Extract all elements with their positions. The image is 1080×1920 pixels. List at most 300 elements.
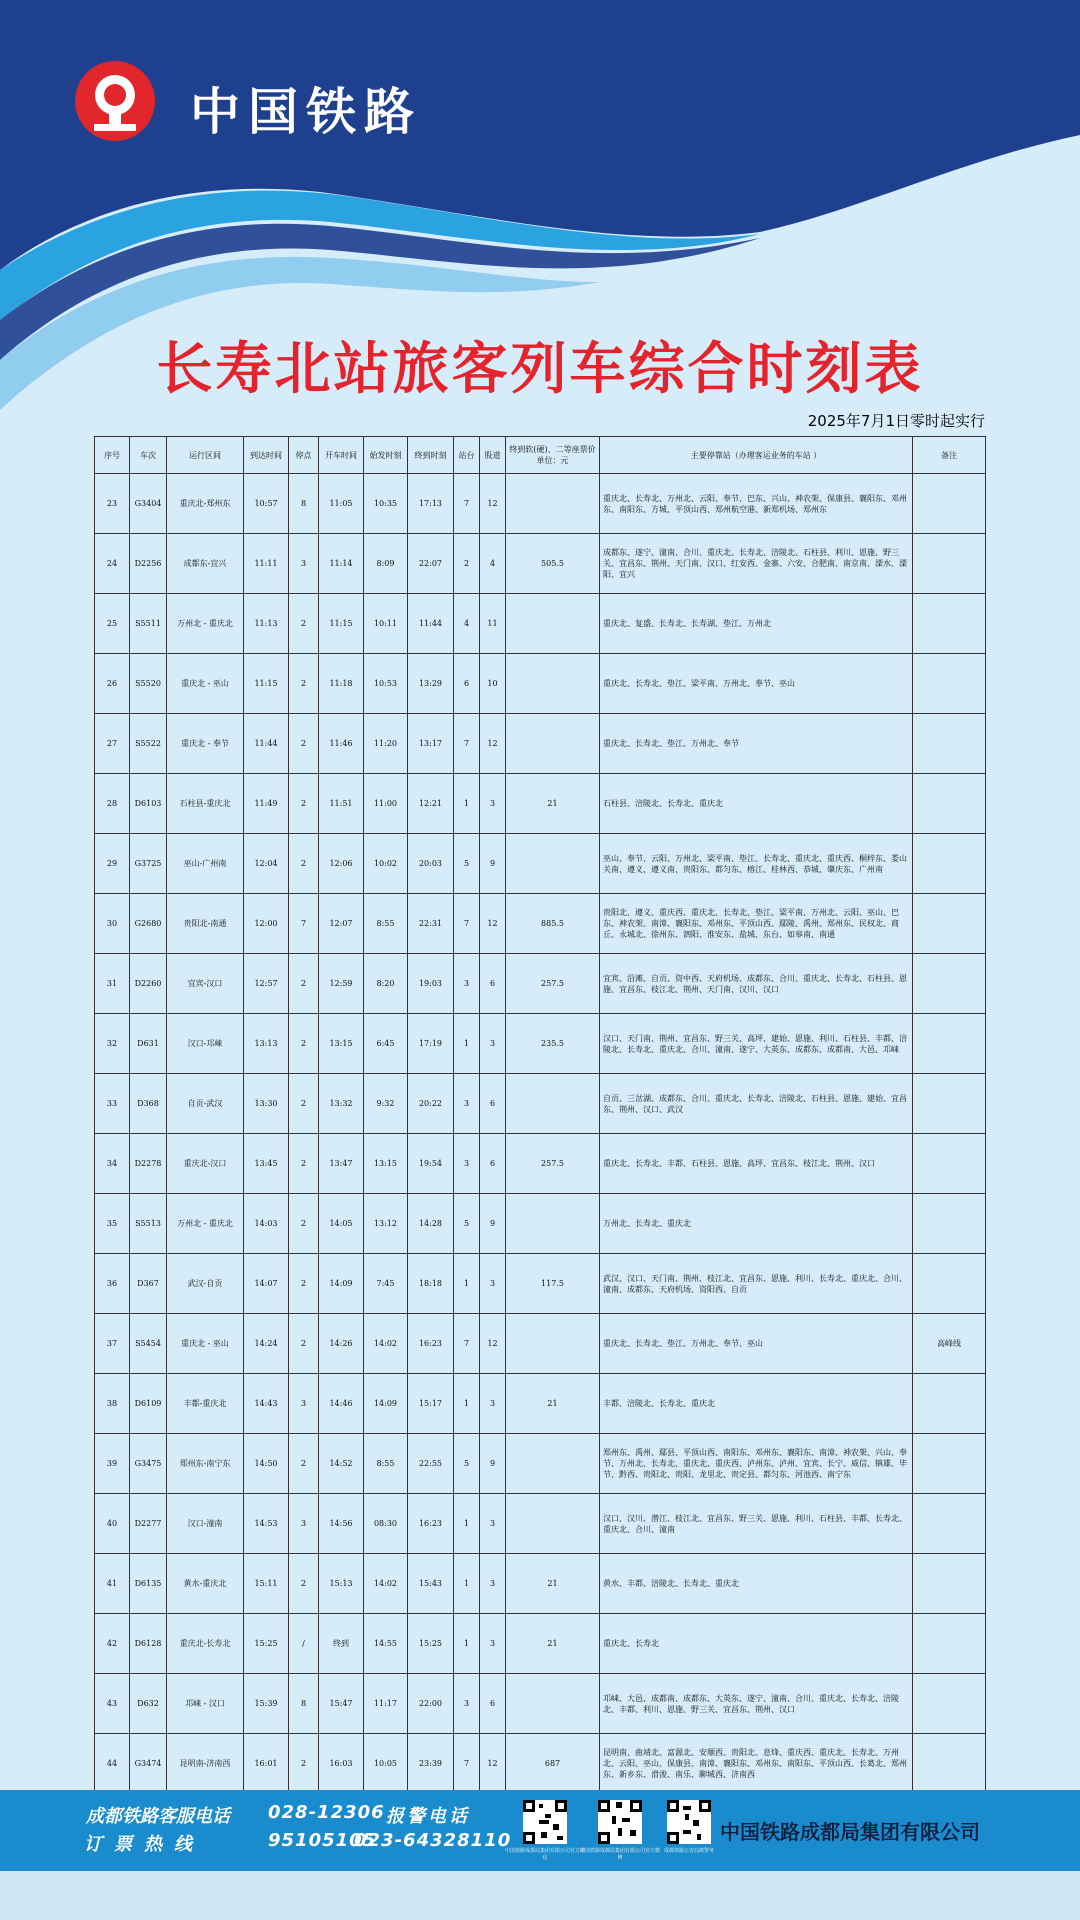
cell-departure: 11:05 <box>319 474 364 534</box>
cell-departure: 15:47 <box>319 1674 364 1734</box>
cell-stop: 2 <box>289 1314 319 1374</box>
cell-route: 丰都-重庆北 <box>167 1374 244 1434</box>
cell-route: 重庆北-长寿北 <box>167 1614 244 1674</box>
cell-stations: 万州北、长寿北、重庆北 <box>600 1194 913 1254</box>
cell-departure: 13:15 <box>319 1014 364 1074</box>
cell-remark <box>913 594 986 654</box>
table-row <box>95 1254 986 1314</box>
cell-platform: 5 <box>454 1434 480 1494</box>
qr-caption-weibo: 中国铁路成都局集团有限公司官方微博 <box>580 1848 661 1861</box>
cell-remark <box>913 834 986 894</box>
brand-name: 中国铁路 <box>190 83 422 141</box>
cell-arrival: 14:43 <box>244 1374 289 1434</box>
cell-arrival: 15:25 <box>244 1614 289 1674</box>
cell-departure: 14:52 <box>319 1434 364 1494</box>
cell-fare: 21 <box>506 1614 600 1674</box>
header-train-no: 车次 <box>130 437 167 474</box>
cell-terminal-time: 19:03 <box>408 954 454 1014</box>
cell-remark <box>913 654 986 714</box>
cell-fare <box>506 474 600 534</box>
cell-departure: 14:26 <box>319 1314 364 1374</box>
cell-remark <box>913 474 986 534</box>
cell-track: 12 <box>480 714 506 774</box>
cell-route: 邛崃 - 汉口 <box>167 1674 244 1734</box>
cell-platform: 3 <box>454 1074 480 1134</box>
cell-terminal-time: 18:18 <box>408 1254 454 1314</box>
cell-stop: 3 <box>289 1374 319 1434</box>
cell-origin-time: 11:20 <box>364 714 408 774</box>
cell-departure: 12:07 <box>319 894 364 954</box>
cell-seq: 30 <box>95 894 130 954</box>
cell-track: 3 <box>480 1614 506 1674</box>
table-row <box>95 594 986 654</box>
cell-seq: 36 <box>95 1254 130 1314</box>
cell-track: 9 <box>480 1434 506 1494</box>
cell-stop: / <box>289 1614 319 1674</box>
cell-seq: 25 <box>95 594 130 654</box>
cell-fare <box>506 1674 600 1734</box>
cell-departure: 14:46 <box>319 1374 364 1434</box>
cell-platform: 5 <box>454 834 480 894</box>
bottom-band <box>0 1871 1080 1920</box>
cell-stop: 2 <box>289 1134 319 1194</box>
police-hotline-number: 023-64328110 <box>354 1830 512 1851</box>
cell-departure: 11:15 <box>319 594 364 654</box>
header-origin-time: 始发时刻 <box>364 437 408 474</box>
cell-track: 12 <box>480 894 506 954</box>
cell-origin-time: 8:20 <box>364 954 408 1014</box>
cell-arrival: 11:15 <box>244 654 289 714</box>
cell-track: 3 <box>480 1254 506 1314</box>
cell-stop: 8 <box>289 474 319 534</box>
cell-arrival: 10:57 <box>244 474 289 534</box>
cell-track: 4 <box>480 534 506 594</box>
cell-route: 万州北 - 重庆北 <box>167 594 244 654</box>
cell-stations: 丰都、涪陵北、长寿北、重庆北 <box>600 1374 913 1434</box>
cell-seq: 29 <box>95 834 130 894</box>
cell-route: 宜宾-汉口 <box>167 954 244 1014</box>
cell-fare <box>506 1494 600 1554</box>
cell-stop: 2 <box>289 1014 319 1074</box>
cell-remark <box>913 1674 986 1734</box>
cell-track: 10 <box>480 654 506 714</box>
booking-hotline-label: 订票热线 <box>84 1834 204 1855</box>
cell-terminal-time: 22:55 <box>408 1434 454 1494</box>
cell-platform: 7 <box>454 1734 480 1794</box>
header-departure: 开车时间 <box>319 437 364 474</box>
cell-train-no: D6109 <box>130 1374 167 1434</box>
cell-terminal-time: 11:44 <box>408 594 454 654</box>
cell-departure: 13:32 <box>319 1074 364 1134</box>
cell-track: 12 <box>480 1314 506 1374</box>
cell-terminal-time: 17:19 <box>408 1014 454 1074</box>
cell-seq: 42 <box>95 1614 130 1674</box>
cell-origin-time: 10:02 <box>364 834 408 894</box>
cell-train-no: G2680 <box>130 894 167 954</box>
table-row <box>95 1014 986 1074</box>
cell-arrival: 14:24 <box>244 1314 289 1374</box>
cell-terminal-time: 13:29 <box>408 654 454 714</box>
cell-origin-time: 10:05 <box>364 1734 408 1794</box>
cell-stop: 2 <box>289 1434 319 1494</box>
table-row <box>95 1494 986 1554</box>
cell-origin-time: 13:15 <box>364 1134 408 1194</box>
cell-train-no: D368 <box>130 1074 167 1134</box>
cell-route: 贵阳北-南通 <box>167 894 244 954</box>
cell-stations: 汉口、天门南、荆州、宜昌东、野三关、高坪、建始、恩施、利川、石柱县、丰都、涪陵北、长寿北、重庆北、合川、潼南、遂宁、大英东、成都东、成都南、大邑、邛崃 <box>600 1014 913 1074</box>
cell-platform: 7 <box>454 894 480 954</box>
cell-origin-time: 14:55 <box>364 1614 408 1674</box>
cell-terminal-time: 12:21 <box>408 774 454 834</box>
cell-arrival: 12:00 <box>244 894 289 954</box>
cell-seq: 38 <box>95 1374 130 1434</box>
cell-train-no: D6135 <box>130 1554 167 1614</box>
header-stop: 停点 <box>289 437 319 474</box>
cell-origin-time: 10:53 <box>364 654 408 714</box>
cell-arrival: 13:45 <box>244 1134 289 1194</box>
cell-departure: 16:03 <box>319 1734 364 1794</box>
cell-stations: 重庆北、长寿北 <box>600 1614 913 1674</box>
qr-caption-wechat: 中国铁路成都局集团有限公司官方微信 <box>505 1848 586 1861</box>
cell-arrival: 12:57 <box>244 954 289 1014</box>
cell-remark <box>913 774 986 834</box>
header-route: 运行区间 <box>167 437 244 474</box>
table-row <box>95 1074 986 1134</box>
cell-seq: 37 <box>95 1314 130 1374</box>
cell-track: 11 <box>480 594 506 654</box>
cell-remark <box>913 1134 986 1194</box>
footer-bar <box>0 1790 1080 1871</box>
cell-remark <box>913 1374 986 1434</box>
cell-stations: 邛崃、大邑、成都南、成都东、大英东、遂宁、潼南、合川、重庆北、长寿北、涪陵北、丰都、利川、恩施、野三关、宜昌东、荆州、汉口 <box>600 1674 913 1734</box>
cell-departure: 终到 <box>319 1614 364 1674</box>
cell-remark <box>913 1254 986 1314</box>
cell-fare: 687 <box>506 1734 600 1794</box>
cell-seq: 32 <box>95 1014 130 1074</box>
cell-platform: 1 <box>454 1554 480 1614</box>
cell-seq: 40 <box>95 1494 130 1554</box>
cell-terminal-time: 16:23 <box>408 1494 454 1554</box>
cell-stop: 2 <box>289 834 319 894</box>
cell-seq: 26 <box>95 654 130 714</box>
cell-stations: 昆明南、曲靖北、富源北、安顺西、贵阳北、息烽、重庆西、重庆北、长寿北、万州北、云阳、巫山、保康县、南漳、襄阳东、邓州东、南阳东、平顶山西、长葛北、郑州东、新乡东、滑浚、南乐、聊城西、济南西 <box>600 1734 913 1794</box>
cell-arrival: 15:11 <box>244 1554 289 1614</box>
cell-origin-time: 13:12 <box>364 1194 408 1254</box>
cell-fare <box>506 714 600 774</box>
cell-origin-time: 08:30 <box>364 1494 408 1554</box>
cell-remark <box>913 1434 986 1494</box>
cell-track: 3 <box>480 1494 506 1554</box>
qr-code-icon <box>598 1800 642 1844</box>
cell-platform: 1 <box>454 1374 480 1434</box>
cell-platform: 1 <box>454 774 480 834</box>
cell-stop: 2 <box>289 594 319 654</box>
cell-departure: 14:56 <box>319 1494 364 1554</box>
cell-origin-time: 14:02 <box>364 1314 408 1374</box>
cell-platform: 3 <box>454 1134 480 1194</box>
cell-origin-time: 8:55 <box>364 894 408 954</box>
cell-terminal-time: 20:22 <box>408 1074 454 1134</box>
cell-departure: 11:51 <box>319 774 364 834</box>
cell-remark: 高峰线 <box>913 1314 986 1374</box>
cell-departure: 14:09 <box>319 1254 364 1314</box>
cell-train-no: D6103 <box>130 774 167 834</box>
cell-route: 重庆北 - 巫山 <box>167 654 244 714</box>
cell-stop: 2 <box>289 1734 319 1794</box>
cell-route: 自贡-武汉 <box>167 1074 244 1134</box>
cell-train-no: S5520 <box>130 654 167 714</box>
cell-terminal-time: 22:07 <box>408 534 454 594</box>
cell-train-no: D2260 <box>130 954 167 1014</box>
header-track: 股道 <box>480 437 506 474</box>
cell-platform: 6 <box>454 654 480 714</box>
cell-arrival: 11:49 <box>244 774 289 834</box>
cell-terminal-time: 17:13 <box>408 474 454 534</box>
cell-platform: 3 <box>454 1674 480 1734</box>
cell-fare <box>506 1314 600 1374</box>
cell-remark <box>913 1614 986 1674</box>
cell-origin-time: 6:45 <box>364 1014 408 1074</box>
cell-route: 石柱县-重庆北 <box>167 774 244 834</box>
cell-route: 成都东-宜兴 <box>167 534 244 594</box>
header-terminal-time: 终到时刻 <box>408 437 454 474</box>
cell-platform: 2 <box>454 534 480 594</box>
cell-departure: 13:47 <box>319 1134 364 1194</box>
cell-train-no: S5454 <box>130 1314 167 1374</box>
table-row <box>95 474 986 534</box>
cell-platform: 1 <box>454 1614 480 1674</box>
cell-arrival: 14:03 <box>244 1194 289 1254</box>
cell-route: 巫山-广州南 <box>167 834 244 894</box>
cell-stations: 武汉、汉口、天门南、荆州、枝江北、宜昌东、恩施、利川、长寿北、重庆北、合川、潼南、成都东、天府机场、资阳西、自贡 <box>600 1254 913 1314</box>
cell-track: 3 <box>480 1554 506 1614</box>
cell-train-no: G3725 <box>130 834 167 894</box>
cell-arrival: 16:01 <box>244 1734 289 1794</box>
cell-train-no: D2256 <box>130 534 167 594</box>
cell-stations: 重庆北、长寿北、垫江、万州北、奉节、巫山 <box>600 1314 913 1374</box>
cell-fare: 257.5 <box>506 954 600 1014</box>
service-hotline-number: 028-12306 <box>268 1802 385 1823</box>
cell-fare: 21 <box>506 1554 600 1614</box>
cell-departure: 11:18 <box>319 654 364 714</box>
cell-train-no: D6128 <box>130 1614 167 1674</box>
company-name: 中国铁路成都局集团有限公司 <box>720 1820 980 1844</box>
cell-arrival: 14:07 <box>244 1254 289 1314</box>
cell-fare <box>506 1194 600 1254</box>
cell-arrival: 15:39 <box>244 1674 289 1734</box>
cell-stop: 2 <box>289 654 319 714</box>
cell-stop: 7 <box>289 894 319 954</box>
cell-track: 12 <box>480 474 506 534</box>
cell-fare <box>506 834 600 894</box>
cell-stop: 2 <box>289 774 319 834</box>
cell-platform: 7 <box>454 1314 480 1374</box>
header-seq: 序号 <box>95 437 130 474</box>
cell-track: 6 <box>480 1674 506 1734</box>
cell-platform: 1 <box>454 1494 480 1554</box>
cell-origin-time: 8:55 <box>364 1434 408 1494</box>
cell-stations: 黄水、丰都、涪陵北、长寿北、重庆北 <box>600 1554 913 1614</box>
cell-seq: 23 <box>95 474 130 534</box>
table-row <box>95 1374 986 1434</box>
qr-code-icon <box>523 1800 567 1844</box>
cell-stations: 汉口、汉川、潜江、枝江北、宜昌东、野三关、恩施、利川、石柱县、丰都、长寿北、重庆北、合川、潼南 <box>600 1494 913 1554</box>
cell-stations: 石柱县、涪陵北、长寿北、重庆北 <box>600 774 913 834</box>
cell-route: 黄水-重庆北 <box>167 1554 244 1614</box>
cell-fare <box>506 594 600 654</box>
cell-arrival: 13:13 <box>244 1014 289 1074</box>
cell-train-no: S5513 <box>130 1194 167 1254</box>
cell-terminal-time: 15:25 <box>408 1614 454 1674</box>
cell-stop: 2 <box>289 714 319 774</box>
cell-platform: 7 <box>454 714 480 774</box>
cell-departure: 12:59 <box>319 954 364 1014</box>
cell-arrival: 14:53 <box>244 1494 289 1554</box>
cell-track: 6 <box>480 954 506 1014</box>
cell-train-no: S5511 <box>130 594 167 654</box>
cell-origin-time: 10:11 <box>364 594 408 654</box>
cell-stations: 宜宾、沿滩、自贡、资中西、天府机场、成都东、合川、重庆北、长寿北、石柱县、恩施、宜昌东、枝江北、荆州、天门南、汉川、汉口 <box>600 954 913 1014</box>
table-row <box>95 1194 986 1254</box>
cell-terminal-time: 23:39 <box>408 1734 454 1794</box>
cell-platform: 5 <box>454 1194 480 1254</box>
cell-stations: 重庆北、长寿北、垫江、梁平南、万州北、奉节、巫山 <box>600 654 913 714</box>
cell-arrival: 13:30 <box>244 1074 289 1134</box>
cell-platform: 7 <box>454 474 480 534</box>
cell-fare: 885.5 <box>506 894 600 954</box>
table-row <box>95 1674 986 1734</box>
cell-track: 3 <box>480 774 506 834</box>
table-row <box>95 1734 986 1794</box>
cell-departure: 14:05 <box>319 1194 364 1254</box>
table-row <box>95 1314 986 1374</box>
cell-remark <box>913 1554 986 1614</box>
cell-remark <box>913 1734 986 1794</box>
cell-platform: 3 <box>454 954 480 1014</box>
table-header-row <box>95 437 986 474</box>
cell-remark <box>913 1194 986 1254</box>
cell-fare: 505.5 <box>506 534 600 594</box>
cell-fare <box>506 1434 600 1494</box>
table-row <box>95 654 986 714</box>
cell-train-no: G3474 <box>130 1734 167 1794</box>
cell-origin-time: 8:09 <box>364 534 408 594</box>
cell-remark <box>913 714 986 774</box>
cell-track: 9 <box>480 1194 506 1254</box>
table-row <box>95 954 986 1014</box>
table-row <box>95 1554 986 1614</box>
cell-terminal-time: 14:28 <box>408 1194 454 1254</box>
table-row <box>95 774 986 834</box>
table-row <box>95 1134 986 1194</box>
booking-hotline-number: 95105105 <box>268 1830 377 1851</box>
cell-terminal-time: 13:17 <box>408 714 454 774</box>
cell-origin-time: 9:32 <box>364 1074 408 1134</box>
cell-terminal-time: 15:43 <box>408 1554 454 1614</box>
header-stations: 主要停靠站（办理客运业务的车站 ） <box>600 437 913 474</box>
cell-track: 3 <box>480 1014 506 1074</box>
cell-train-no: D2278 <box>130 1134 167 1194</box>
cell-route: 重庆北 - 巫山 <box>167 1314 244 1374</box>
header-platform: 站台 <box>454 437 480 474</box>
cell-platform: 1 <box>454 1014 480 1074</box>
cell-route: 郑州东-南宁东 <box>167 1434 244 1494</box>
table-row <box>95 1614 986 1674</box>
cell-fare <box>506 654 600 714</box>
cell-departure: 15:13 <box>319 1554 364 1614</box>
cell-route: 万州北 - 重庆北 <box>167 1194 244 1254</box>
cell-departure: 11:46 <box>319 714 364 774</box>
cell-remark <box>913 1014 986 1074</box>
cell-arrival: 14:50 <box>244 1434 289 1494</box>
cell-origin-time: 11:00 <box>364 774 408 834</box>
cell-track: 12 <box>480 1734 506 1794</box>
cell-origin-time: 7:45 <box>364 1254 408 1314</box>
cell-remark <box>913 534 986 594</box>
cell-departure: 11:14 <box>319 534 364 594</box>
cell-route: 重庆北-郑州东 <box>167 474 244 534</box>
cell-stop: 8 <box>289 1674 319 1734</box>
table-row <box>95 894 986 954</box>
cell-route: 重庆北-汉口 <box>167 1134 244 1194</box>
cell-origin-time: 10:35 <box>364 474 408 534</box>
cell-seq: 27 <box>95 714 130 774</box>
cell-fare: 235.5 <box>506 1014 600 1074</box>
cell-fare: 257.5 <box>506 1134 600 1194</box>
cell-track: 6 <box>480 1074 506 1134</box>
cell-remark <box>913 954 986 1014</box>
cell-departure: 12:06 <box>319 834 364 894</box>
cell-track: 3 <box>480 1374 506 1434</box>
effective-date: 2025年7月1日零时起实行 <box>807 412 985 430</box>
cell-seq: 33 <box>95 1074 130 1134</box>
cell-train-no: G3404 <box>130 474 167 534</box>
cell-fare: 21 <box>506 1374 600 1434</box>
page-title: 长寿北站旅客列车综合时刻表 <box>156 337 924 402</box>
cell-terminal-time: 19:54 <box>408 1134 454 1194</box>
header-fare: 终到软(硬)、二等座票价单位：元 <box>506 437 600 474</box>
cell-stations: 成都东、遂宁、潼南、合川、重庆北、长寿北、涪陵北、石柱县、利川、恩施、野三关、宜昌东、荆州、天门南、汉口、红安西、金寨、六安、合肥南、南京南、溧水、溧阳、宜兴 <box>600 534 913 594</box>
cell-stop: 2 <box>289 954 319 1014</box>
cell-train-no: D632 <box>130 1674 167 1734</box>
cell-route: 汉口-潼南 <box>167 1494 244 1554</box>
cell-stations: 巫山、奉节、云阳、万州北、梁平南、垫江、长寿北、重庆北、重庆西、桐梓东、娄山关南、遵义、遵义南、贵阳东、都匀东、榕江、桂林西、恭城、肇庆东、广州南 <box>600 834 913 894</box>
cell-train-no: G3475 <box>130 1434 167 1494</box>
cell-route: 昆明南-济南西 <box>167 1734 244 1794</box>
cell-origin-time: 11:17 <box>364 1674 408 1734</box>
cell-remark <box>913 894 986 954</box>
qr-caption-police: 成都铁路公安局微警务 <box>663 1848 714 1854</box>
cell-seq: 28 <box>95 774 130 834</box>
cell-remark <box>913 1494 986 1554</box>
cell-seq: 43 <box>95 1674 130 1734</box>
cell-stop: 3 <box>289 1494 319 1554</box>
cell-seq: 41 <box>95 1554 130 1614</box>
cell-terminal-time: 15:17 <box>408 1374 454 1434</box>
cell-terminal-time: 22:31 <box>408 894 454 954</box>
cell-seq: 34 <box>95 1134 130 1194</box>
cell-fare: 21 <box>506 774 600 834</box>
qr-code-icon <box>667 1800 711 1844</box>
cell-train-no: D631 <box>130 1014 167 1074</box>
cell-seq: 24 <box>95 534 130 594</box>
cell-track: 6 <box>480 1134 506 1194</box>
china-railway-logo-icon <box>72 58 158 144</box>
cell-remark <box>913 1074 986 1134</box>
cell-track: 9 <box>480 834 506 894</box>
cell-stations: 自贡、三岔湖、成都东、合川、重庆北、长寿北、涪陵北、石柱县、恩施、建始、宜昌东、荆州、汉口、武汉 <box>600 1074 913 1134</box>
cell-stations: 重庆北、长寿北、万州北、云阳、奉节、巴东、兴山、神农架、保康县、襄阳东、邓州东、南阳东、方城、平顶山西、郑州航空港、新郑机场、郑州东 <box>600 474 913 534</box>
